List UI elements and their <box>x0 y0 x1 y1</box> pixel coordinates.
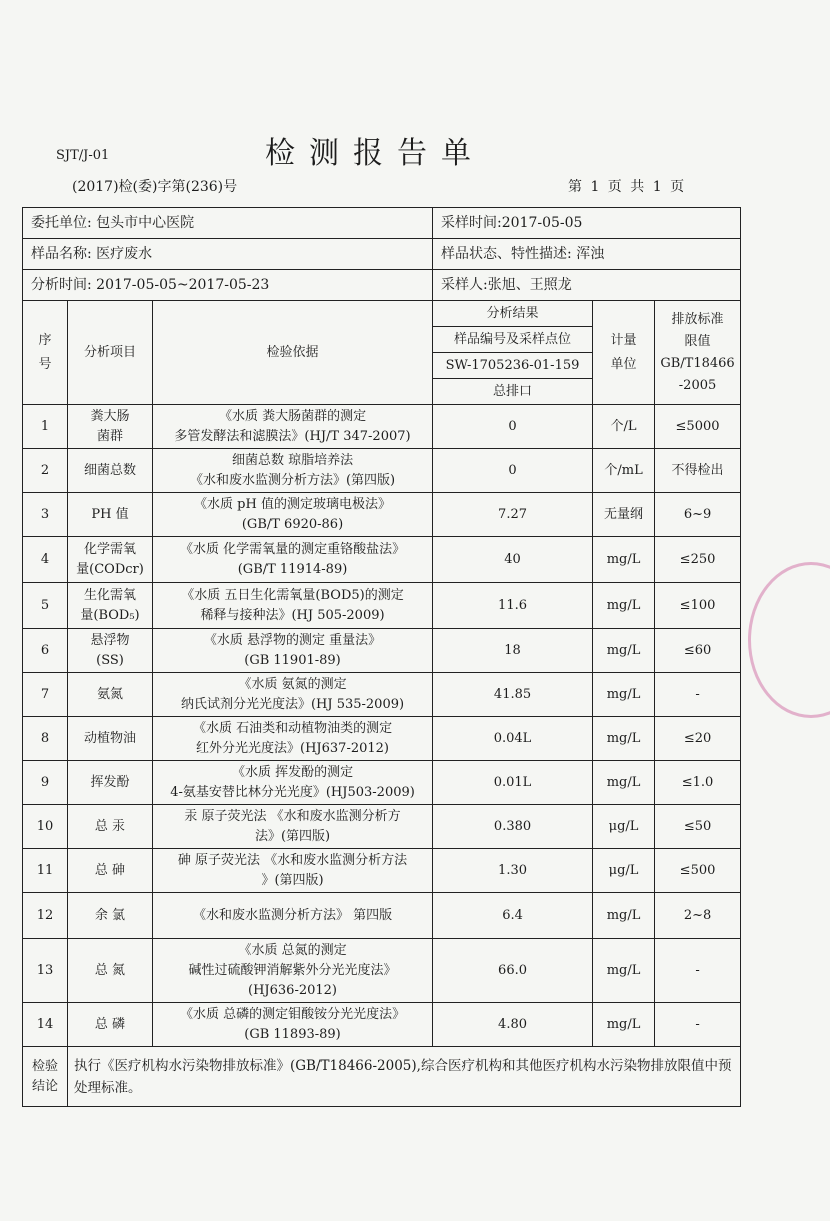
row-limit: - <box>655 939 741 1003</box>
table-row <box>23 629 741 673</box>
row-result: 6.4 <box>433 893 593 939</box>
seal-stamp <box>748 562 830 718</box>
row-item: 细菌总数 <box>68 449 153 493</box>
header-limit: 排放标准 限值 GB/T18466 -2005 <box>655 301 741 405</box>
row-result: 0.01L <box>433 761 593 805</box>
row-no: 8 <box>23 717 68 761</box>
row-unit: mg/L <box>593 583 655 629</box>
conclusion-text: 执行《医疗机构水污染物排放标准》(GB/T18466-2005),综合医疗机构和其他医疗机构水污染物排放限值中预处理标准。 <box>68 1047 741 1107</box>
table-row <box>23 761 741 805</box>
row-unit: mg/L <box>593 1003 655 1047</box>
row-unit: 无量纲 <box>593 493 655 537</box>
row-no: 3 <box>23 493 68 537</box>
header-no: 序 号 <box>23 301 68 405</box>
row-limit: 2~8 <box>655 893 741 939</box>
row-basis: 汞 原子荧光法 《水和废水监测分析方 法》(第四版) <box>153 805 433 849</box>
row-item: PH 值 <box>68 493 153 537</box>
row-unit: mg/L <box>593 717 655 761</box>
sample-time-value: 2017-05-05 <box>501 215 583 231</box>
info-row-client <box>23 208 741 239</box>
sample-name-value: 医疗废水 <box>96 246 153 262</box>
row-result: 66.0 <box>433 939 593 1003</box>
row-no: 4 <box>23 537 68 583</box>
table-row <box>23 405 741 449</box>
row-limit: ≤5000 <box>655 405 741 449</box>
row-no: 11 <box>23 849 68 893</box>
row-limit: ≤100 <box>655 583 741 629</box>
row-basis: 《水质 挥发酚的测定 4-氨基安替比林分光光度》(HJ503-2009) <box>153 761 433 805</box>
row-limit: ≤60 <box>655 629 741 673</box>
row-item: 总 砷 <box>68 849 153 893</box>
row-item: 悬浮物 (SS) <box>68 629 153 673</box>
row-no: 1 <box>23 405 68 449</box>
info-row-analysis <box>23 270 741 301</box>
row-result: 11.6 <box>433 583 593 629</box>
header-basis: 检验依据 <box>153 301 433 405</box>
row-result: 1.30 <box>433 849 593 893</box>
header-outlet: 总排口 <box>433 379 593 405</box>
row-no: 10 <box>23 805 68 849</box>
row-result: 0 <box>433 449 593 493</box>
row-basis: 砷 原子荧光法 《水和废水监测分析方法 》(第四版) <box>153 849 433 893</box>
row-no: 7 <box>23 673 68 717</box>
row-result: 7.27 <box>433 493 593 537</box>
row-item: 总 汞 <box>68 805 153 849</box>
conclusion-label: 检验 结论 <box>23 1047 68 1107</box>
table-row <box>23 537 741 583</box>
row-unit: mg/L <box>593 537 655 583</box>
row-item: 粪大肠 菌群 <box>68 405 153 449</box>
row-unit: μg/L <box>593 849 655 893</box>
row-result: 40 <box>433 537 593 583</box>
row-result: 0.04L <box>433 717 593 761</box>
row-no: 13 <box>23 939 68 1003</box>
row-no: 6 <box>23 629 68 673</box>
client-value: 包头市中心医院 <box>96 215 195 231</box>
row-result: 4.80 <box>433 1003 593 1047</box>
row-basis: 《水质 pH 值的测定玻璃电极法》 (GB/T 6920-86) <box>153 493 433 537</box>
row-basis: 《水质 总氮的测定 碱性过硫酸钾消解紫外分光光度法》 (HJ636-2012) <box>153 939 433 1003</box>
table-row <box>23 583 741 629</box>
row-basis: 《水质 五日生化需氧量(BOD5)的测定 稀释与接种法》(HJ 505-2009) <box>153 583 433 629</box>
row-basis: 《水质 化学需氧量的测定重铬酸盐法》 (GB/T 11914-89) <box>153 537 433 583</box>
table-row <box>23 449 741 493</box>
sampler-label: 采样人: <box>441 277 488 293</box>
sampler-value: 张旭、王照龙 <box>487 277 572 293</box>
row-item: 动植物油 <box>68 717 153 761</box>
row-limit: 6~9 <box>655 493 741 537</box>
report-table <box>22 207 741 1107</box>
row-unit: mg/L <box>593 939 655 1003</box>
row-result: 0 <box>433 405 593 449</box>
row-no: 2 <box>23 449 68 493</box>
header-sample-code-label: 样品编号及采样点位 <box>433 327 593 353</box>
row-limit: ≤250 <box>655 537 741 583</box>
row-limit: ≤500 <box>655 849 741 893</box>
table-row <box>23 1003 741 1047</box>
row-item: 挥发酚 <box>68 761 153 805</box>
header-sample-code: SW-1705236-01-159 <box>433 353 593 379</box>
row-item: 总 氮 <box>68 939 153 1003</box>
header-item: 分析项目 <box>68 301 153 405</box>
row-no: 5 <box>23 583 68 629</box>
row-limit: ≤50 <box>655 805 741 849</box>
row-unit: mg/L <box>593 893 655 939</box>
table-row <box>23 849 741 893</box>
table-row <box>23 493 741 537</box>
row-limit: - <box>655 673 741 717</box>
page-info: 第 1 页 共 1 页 <box>568 179 685 195</box>
row-no: 12 <box>23 893 68 939</box>
sample-state-value: 浑浊 <box>576 246 605 262</box>
client-label: 委托单位: <box>31 215 92 231</box>
row-no: 14 <box>23 1003 68 1047</box>
conclusion-row <box>23 1047 741 1107</box>
row-limit: - <box>655 1003 741 1047</box>
row-basis: 《水质 粪大肠菌群的测定 多管发酵法和滤膜法》(HJ/T 347-2007) <box>153 405 433 449</box>
row-item: 氨氮 <box>68 673 153 717</box>
sample-state-label: 样品状态、特性描述: <box>441 246 572 262</box>
row-unit: μg/L <box>593 805 655 849</box>
row-unit: 个/L <box>593 405 655 449</box>
row-unit: mg/L <box>593 629 655 673</box>
row-item: 化学需氧 量(CODcr) <box>68 537 153 583</box>
row-unit: mg/L <box>593 761 655 805</box>
report-title: 检测报告单 <box>265 136 485 171</box>
table-row <box>23 805 741 849</box>
table-row <box>23 673 741 717</box>
header-unit: 计量 单位 <box>593 301 655 405</box>
row-no: 9 <box>23 761 68 805</box>
analysis-time-value: 2017-05-05~2017-05-23 <box>96 277 270 293</box>
row-basis: 《水质 悬浮物的测定 重量法》 (GB 11901-89) <box>153 629 433 673</box>
row-basis: 《水和废水监测分析方法》 第四版 <box>153 893 433 939</box>
header-row-1 <box>23 301 741 327</box>
row-result: 41.85 <box>433 673 593 717</box>
sample-name-label: 样品名称: <box>31 246 92 262</box>
row-limit: ≤20 <box>655 717 741 761</box>
analysis-time-label: 分析时间: <box>31 277 92 293</box>
info-row-sample <box>23 239 741 270</box>
report-code: SJT/J-01 <box>56 148 110 163</box>
table-row <box>23 939 741 1003</box>
sample-time-label: 采样时间: <box>441 215 502 231</box>
header-result: 分析结果 <box>433 301 593 327</box>
row-item: 余 氯 <box>68 893 153 939</box>
row-unit: mg/L <box>593 673 655 717</box>
row-basis: 《水质 石油类和动植物油类的测定 红外分光光度法》(HJ637-2012) <box>153 717 433 761</box>
table-row <box>23 717 741 761</box>
row-item: 总 磷 <box>68 1003 153 1047</box>
row-limit: 不得检出 <box>655 449 741 493</box>
row-item: 生化需氧 量(BOD₅) <box>68 583 153 629</box>
row-unit: 个/mL <box>593 449 655 493</box>
row-basis: 细菌总数 琼脂培养法 《水和废水监测分析方法》(第四版) <box>153 449 433 493</box>
row-basis: 《水质 总磷的测定钼酸铵分光光度法》 (GB 11893-89) <box>153 1003 433 1047</box>
table-row <box>23 893 741 939</box>
row-result: 0.380 <box>433 805 593 849</box>
row-result: 18 <box>433 629 593 673</box>
row-limit: ≤1.0 <box>655 761 741 805</box>
row-basis: 《水质 氨氮的测定 纳氏试剂分光光度法》(HJ 535-2009) <box>153 673 433 717</box>
document-number: (2017)检(委)字第(236)号 <box>72 179 238 195</box>
